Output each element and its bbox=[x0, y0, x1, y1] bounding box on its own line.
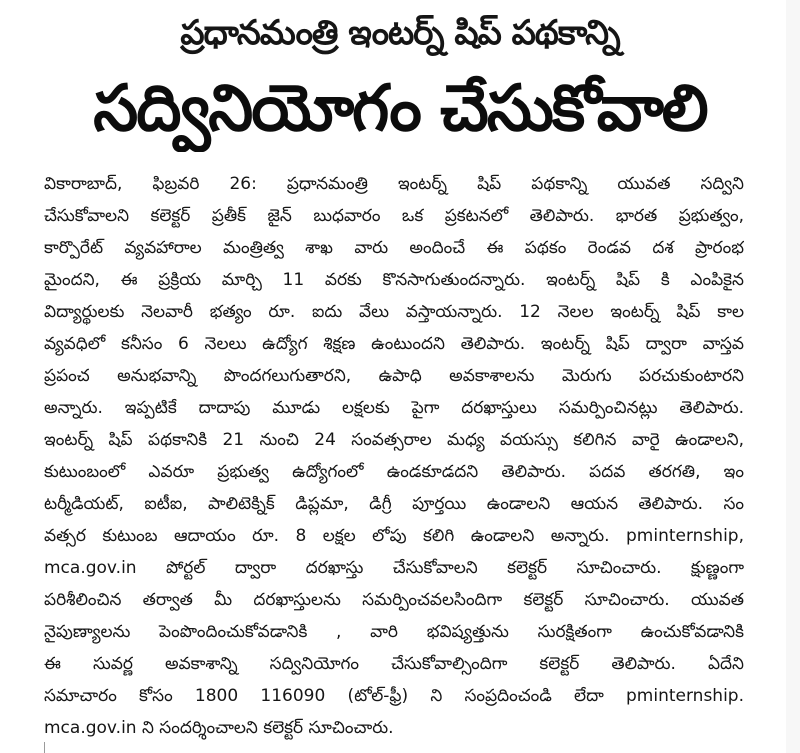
article-line: కుటుంబంలో ఎవరూ ప్రభుత్వ ఉద్యోగంలో ఉండకూడదని తెలిపారు. పదవ తరగతి, ఇం bbox=[44, 462, 744, 482]
article-line: అన్నారు. ఇప్పటికే దాదాపు మూడు లక్షలకు పైగా దరఖాస్తులు సమర్పించినట్లు తెలిపారు. bbox=[44, 398, 744, 418]
article-line: వ్యవధిలో కనీసం 6 నెలలు ఉద్యోగ శిక్షణ ఉంటుందని తెలిపారు. ఇంటర్న్ షిప్ ద్వారా వాస్తవ bbox=[44, 334, 744, 354]
article-line: నైపుణ్యాలను పెంపొందించుకోవడానికి , వారి భవిష్యత్తును సురక్షితంగా ఉంచుకోవడానికి bbox=[44, 622, 744, 642]
page-edge bbox=[786, 0, 800, 753]
article-line: వత్సర కుటుంబ ఆదాయం రూ. 8 లక్షల లోపు కలిగి ఉండాలని అన్నారు. pminternship, bbox=[44, 526, 744, 546]
article-line: వికారాబాద్, ఫిబ్రవరి 26: ప్రధానమంత్రి ఇంటర్న్ షిప్ పథకాన్ని యువత సద్విని bbox=[44, 174, 744, 194]
article-line: ఇంటర్న్ షిప్ పథకానికి 21 నుంచి 24 సంవత్సరాల మధ్య వయస్సు కలిగిన వారై ఉండాలని, bbox=[44, 430, 744, 450]
article-line: మైందని, ఈ ప్రక్రియ మార్చి 11 వరకు కొనసాగుతుందన్నారు. ఇంటర్న్ షిప్ కి ఎంపికైన bbox=[44, 270, 744, 290]
article-line: చేసుకోవాలని కలెక్టర్ ప్రతీక్ జైన్ బుధవారం ఒక ప్రకటనలో తెలిపారు. భారత ప్రభుత్వం, bbox=[44, 206, 744, 226]
article-line: టర్మీడియట్, ఐటీఐ, పాలిటెక్నిక్ డిప్లమా, డిగ్రీ పూర్తయి ఉండాలని ఆయన తెలిపారు. సం bbox=[44, 494, 744, 514]
article-line: mca.gov.in పోర్టల్ ద్వారా దరఖాస్తు చేసుకోవాలని కలెక్టర్ సూచించారు. క్షుణ్ణంగా bbox=[44, 558, 744, 578]
article-body bbox=[44, 168, 744, 744]
article-line: ఈ సువర్ణ అవకాశాన్ని సద్వినియోగం చేసుకోవాల్సిందిగా కలెక్టర్ తెలిపారు. ఏదేని bbox=[44, 654, 744, 674]
article-headline: సద్వినియోగం చేసుకోవాలి bbox=[93, 72, 707, 146]
article-line: పరిశీలించిన తర్వాత మీ దరఖాస్తులను సమర్పించవలసిందిగా కలెక్టర్ సూచించారు. యువత bbox=[44, 590, 744, 610]
article-line: ప్రపంచ అనుభవాన్ని పొందగలుగుతారని, ఉపాధి అవకాశాలను మెరుగు పరచుకుంటారని bbox=[44, 366, 744, 386]
article-line: mca.gov.in ని సందర్శించాలని కలెక్టర్ సూచించారు. bbox=[44, 718, 394, 738]
article-line: సమాచారం కోసం 1800 116090 (టోల్-ఫ్రీ) ని సంప్రదించండి లేదా pminternship. bbox=[44, 686, 744, 706]
article-line: విద్యార్థులకు నెలవారీ భత్యం రూ. ఐదు వేలు వస్తాయన్నారు. 12 నెలల ఇంటర్న్ షిప్ కాల bbox=[44, 302, 744, 322]
column-rule bbox=[44, 742, 45, 753]
article-subheadline: ప్రధానమంత్రి ఇంటర్న్ షిప్ పథకాన్ని bbox=[180, 13, 620, 53]
article-line: కార్పొరేట్ వ్యవహారాల మంత్రిత్వ శాఖ వారు అందించే ఈ పథకం రెండవ దశ ప్రారంభ bbox=[44, 238, 744, 258]
